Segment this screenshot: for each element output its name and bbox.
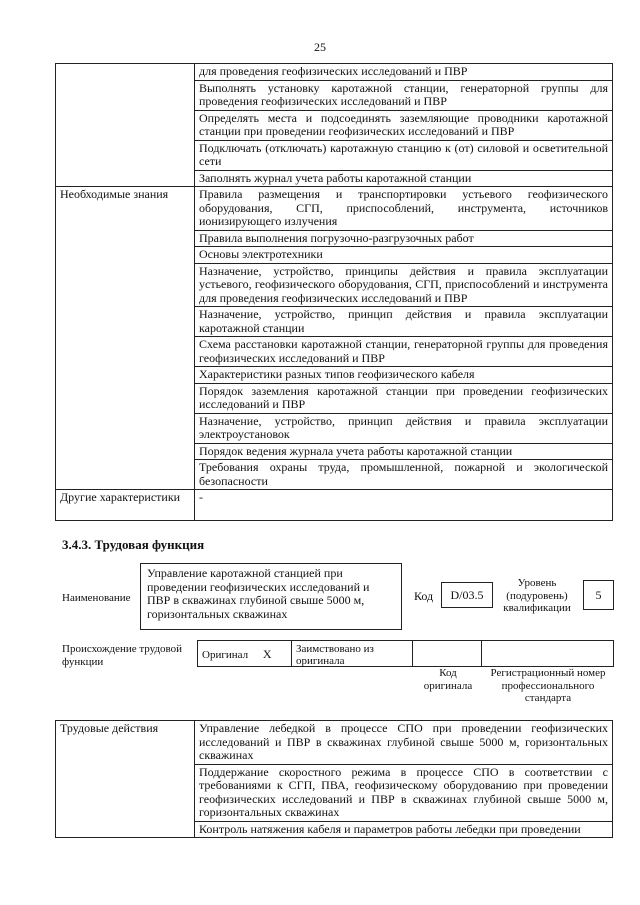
row-label xyxy=(56,64,195,187)
row-text: Выполнять установку каротажной станции, генераторной группы для проведения геофизических исследований и ПВР xyxy=(195,80,613,110)
origin-label: Происхождение трудовой функции xyxy=(62,643,183,668)
page-number: 25 xyxy=(314,40,326,54)
row-label: Другие характеристики xyxy=(56,490,195,521)
table-row xyxy=(56,64,613,81)
row-text: Назначение, устройство, принцип действия и правила эксплуатации каротажной станции xyxy=(195,307,613,337)
row-text: Контроль натяжения кабеля и параметров работы лебедки при проведении xyxy=(195,821,613,838)
original-label: Оригинал xyxy=(202,649,249,661)
table-row xyxy=(56,721,613,765)
code-caption: Код оригинала xyxy=(423,667,473,692)
row-text: Порядок заземления каротажной станции при проведении геофизических исследований и ПВР xyxy=(195,383,613,413)
original-mark: X xyxy=(262,647,272,661)
row-text: Основы электротехники xyxy=(195,247,613,264)
labor-actions-table xyxy=(55,720,613,838)
reg-caption: Регистрационный номер профессионального стандарта xyxy=(490,667,606,704)
row-text: Порядок ведения журнала учета работы каротажной станции xyxy=(195,443,613,460)
row-text: для проведения геофизических исследований и ПВР xyxy=(195,64,613,81)
level-label: Уровень (подуровень) квалификации xyxy=(503,577,571,614)
origin-reg-cell xyxy=(481,640,614,667)
skills-knowledge-table xyxy=(55,63,613,521)
row-text: Поддержание скоростного режима в процессе СПО в соответствии с требованиями к СГП, ПВА, геофизическому оборудованию при проведении геофизических исследований и ПВР в скважинах глубиной свыше 5000 м, горизонтальных скважинах xyxy=(195,764,613,821)
code-label: Код xyxy=(414,589,434,603)
row-label: Необходимые знания xyxy=(56,187,195,490)
row-text: Подключать (отключать) каротажную станцию к (от) силовой и осветительной сети xyxy=(195,140,613,170)
row-text: Управление лебедкой в процессе СПО при проведении геофизических исследований и ПВР в скважинах глубиной свыше 5000 м, горизонтальных скважинах xyxy=(195,721,613,765)
row-text: Характеристики разных типов геофизического кабеля xyxy=(195,367,613,384)
code-value: D/03.5 xyxy=(441,582,493,608)
row-text: - xyxy=(195,490,613,521)
row-text: Правила размещения и транспортировки устьевого геофизического оборудования, СГП, приспособлений, инструмента, источников ионизирующего излучения xyxy=(195,187,613,231)
row-text: Требования охраны труда, промышленной, пожарной и экологической безопасности xyxy=(195,460,613,490)
table-row xyxy=(56,490,613,521)
borrowed-label: Заимствовано из оригинала xyxy=(291,640,413,667)
name-label: Наименование xyxy=(62,592,131,604)
row-text: Заполнять журнал учета работы каротажной станции xyxy=(195,170,613,187)
row-text: Определять места и подсоединять заземляющие проводники каротажной станции при проведении геофизических исследований и ПВР xyxy=(195,110,613,140)
origin-code-cell xyxy=(412,640,482,667)
row-text: Схема расстановки каротажной станции, генераторной группы для проведения геофизических исследований и ПВР xyxy=(195,337,613,367)
row-label: Трудовые действия xyxy=(56,721,195,838)
table-row xyxy=(56,187,613,231)
function-name: Управление каротажной станцией при проведении геофизических исследований и ПВР в скважинах глубиной свыше 5000 м, горизонтальных скважинах xyxy=(140,563,402,630)
row-text: Назначение, устройство, принципы действия и правила эксплуатации устьевого, геофизического оборудования, СГП, приспособлений и инструмента для проведения геофизических исследований и ПВР xyxy=(195,263,613,307)
row-text: Назначение, устройство, принцип действия и правила эксплуатации электроустановок xyxy=(195,413,613,443)
row-text: Правила выполнения погрузочно-разгрузочных работ xyxy=(195,230,613,247)
origin-original-cell xyxy=(197,640,292,667)
level-value: 5 xyxy=(583,580,614,610)
section-heading: 3.4.3. Трудовая функция xyxy=(62,537,205,552)
